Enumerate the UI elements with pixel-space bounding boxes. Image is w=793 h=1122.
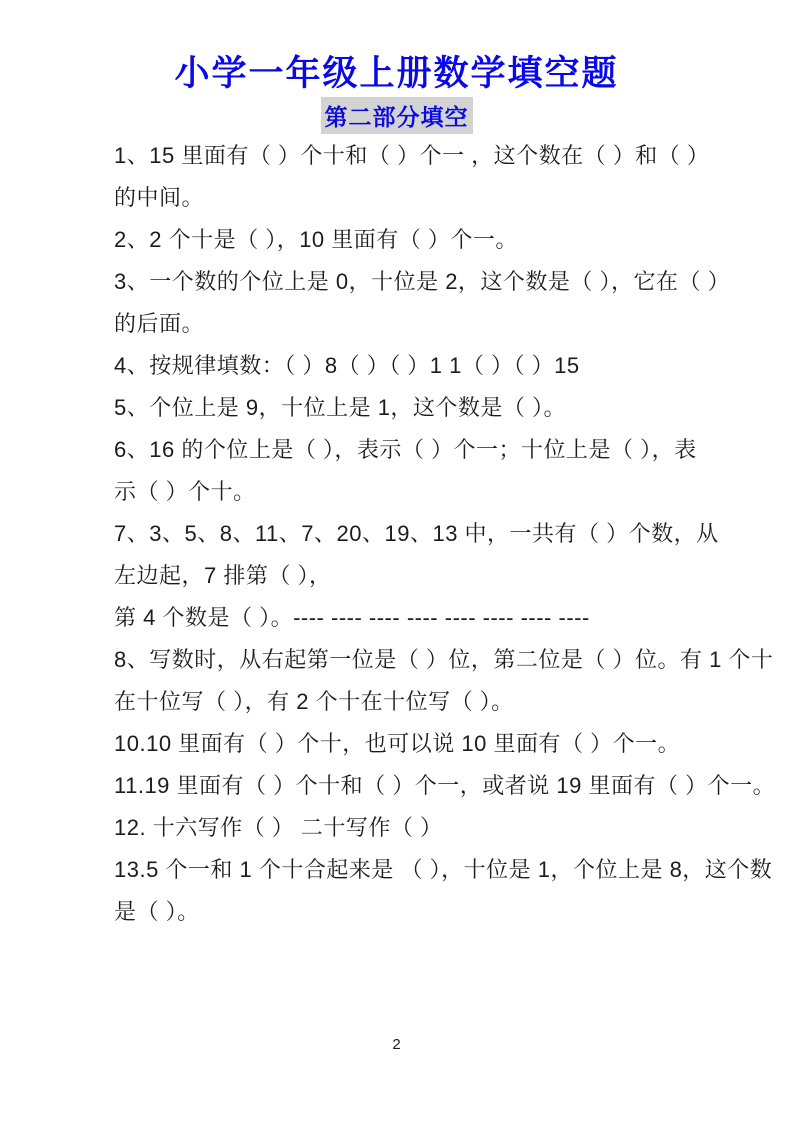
document-title: 小学一年级上册数学填空题 xyxy=(174,53,619,94)
question-6-line-1: 6、16 的个位上是（ ），表示（ ）个一；十位上是（ ），表 xyxy=(114,437,697,462)
question-5-line-1: 5、个位上是 9，十位上是 1，这个数是（ ）。 xyxy=(114,395,567,420)
question-8-line-1: 8、写数时，从右起第一位是（ ）位，第二位是（ ）位。有 1 个十 xyxy=(114,647,774,672)
question-10-line-1: 10.10 里面有（ ）个十，也可以说 10 里面有（ ）个一。 xyxy=(114,731,681,756)
section-heading-wrap xyxy=(0,97,793,134)
question-8-line-2: 在十位写（ ），有 2 个十在十位写（ ）。 xyxy=(114,689,514,714)
question-1-line-1: 1、15 里面有（ ）个十和（ ）个一 ，这个数在（ ）和（ ） xyxy=(114,143,710,168)
question-6-line-2: 示（ ）个十。 xyxy=(114,479,256,504)
page-number: 2 xyxy=(392,1036,401,1053)
question-4-line-1: 4、按规律填数：（ ）8（ ）（ ）1 1（ ）（ ）15 xyxy=(114,353,580,378)
question-1-line-2: 的中间。 xyxy=(114,185,205,210)
question-list xyxy=(114,135,776,933)
question-2-line-1: 2、2 个十是（ ），10 里面有（ ）个一。 xyxy=(114,227,518,252)
question-7-line-2: 左边起，7 排第（ ）， xyxy=(114,563,332,588)
question-3-line-2: 的后面。 xyxy=(114,311,205,336)
question-13-line-2: 是（ ）。 xyxy=(114,899,200,924)
question-3-line-1: 3、一个数的个位上是 0，十位是 2，这个数是（ ），它在（ ） xyxy=(114,269,731,294)
question-7-line-1: 7、3、5、8、11、7、20、19、13 中，一共有（ ）个数，从 xyxy=(114,521,719,546)
section-heading: 第二部分填空 xyxy=(321,97,473,134)
question-13-line-1: 13.5 个一和 1 个十合起来是 （ ），十位是 1，个位上是 8，这个数 xyxy=(114,857,773,882)
question-12-line-1: 12. 十六写作（ ） 二十写作（ ） xyxy=(114,815,443,840)
question-7-line-3: 第 4 个数是（ ）。---- ---- ---- ---- ---- ---- ---- ---- xyxy=(114,605,590,630)
question-11-line-1: 11.19 里面有（ ）个十和（ ）个一，或者说 19 里面有（ ）个一。 xyxy=(114,773,776,798)
